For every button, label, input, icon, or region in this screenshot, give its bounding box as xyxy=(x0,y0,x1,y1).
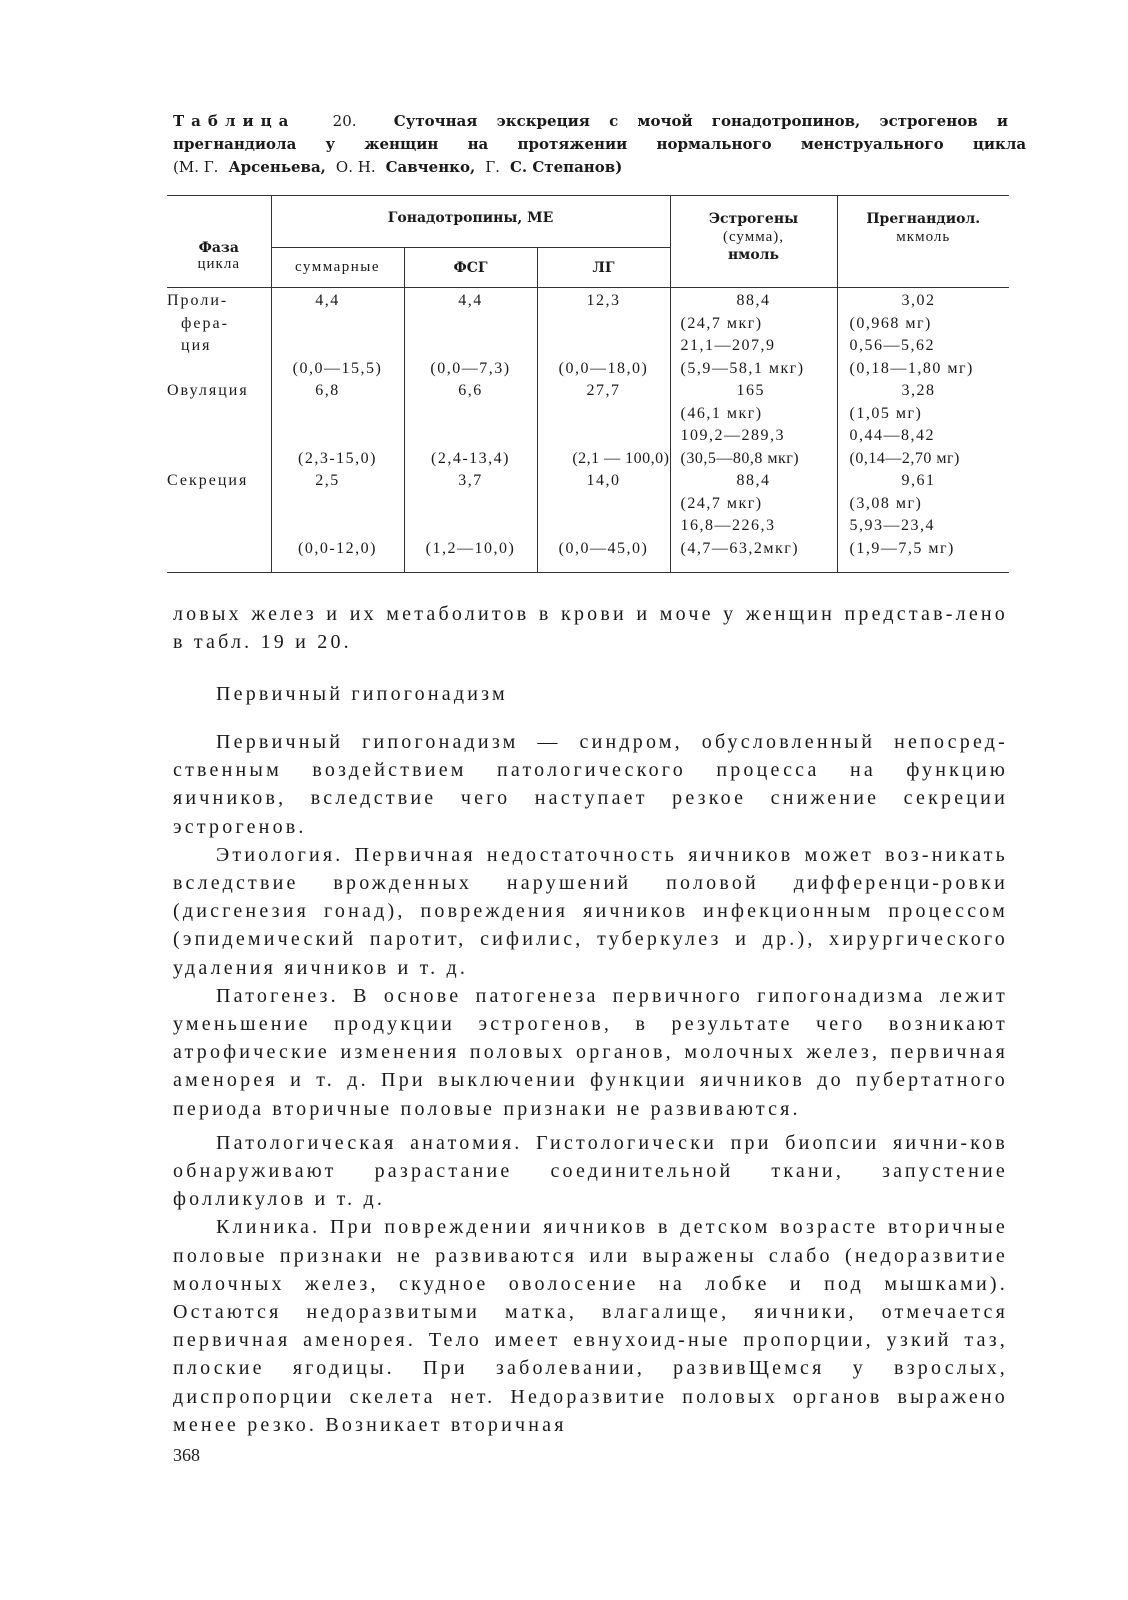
phase-cell xyxy=(167,470,271,573)
range-mass: (5,9—58,1 мкг) xyxy=(680,359,805,377)
caption-line-1 xyxy=(173,110,1008,133)
phase-cell xyxy=(167,288,271,381)
phase-line: ция xyxy=(181,337,212,354)
range: (1,2—10,0) xyxy=(425,539,516,557)
caption-initials-3: Г. xyxy=(485,158,500,176)
intro-text: ловых желез и их метаболитов в крови и моче у женщин представ-лено в табл. 19 и 20. xyxy=(173,603,1008,654)
value: 3,28 xyxy=(901,382,936,399)
section-heading: Первичный гипогонадизм xyxy=(216,683,508,705)
value-mass: (46,1 мкг) xyxy=(680,404,763,422)
range: 5,93—23,4 xyxy=(849,517,935,534)
value: 88,4 xyxy=(736,292,771,309)
value: 6,8 xyxy=(315,382,340,399)
range: 16,8—226,3 xyxy=(680,517,776,534)
range: (0,0—15,5) xyxy=(292,359,383,377)
caption-initials-2: О. Н. xyxy=(335,158,376,176)
value: 27,7 xyxy=(586,382,621,399)
lh-header: ЛГ xyxy=(537,248,670,288)
value: 2,5 xyxy=(315,472,340,489)
value: 4,4 xyxy=(458,292,483,309)
paragraph-pathology: Патологическая анатомия. Гистологически при биопсии яични-ков обнаруживают разрастание соединительной ткани, запустение фолликулов и т. д. xyxy=(173,1131,1008,1211)
caption-author-2: Савченко, xyxy=(385,158,476,176)
gonadotropins-header: Гонадотропины, МЕ xyxy=(271,196,670,248)
estrogens-header-line-2: (сумма), xyxy=(722,229,785,245)
range-mass: (4,7—63,2мкг) xyxy=(680,539,800,557)
phase-line: Секреция xyxy=(167,472,249,489)
page-number: 368 xyxy=(173,1445,200,1465)
value-mass: (24,7 мкг) xyxy=(680,494,763,512)
range: (0,0-12,0) xyxy=(298,539,377,557)
fsh-cell xyxy=(404,288,537,381)
paragraph-clinic: Клиника. При повреждении яичников в детском возрасте вторичные половые признаки не развиваются или выражены слабо (недоразвитие молочных желез, скудное оволосение на лобке и под мышками). Остаются недоразвитыми матка, влагалище, яичники, отмечается первичная аменорея. Тело имеет евнухоид-ные пропорции, узкий таз, плоские ягодицы. При заболевании, развивЩемся у взрослых, диспропорции скелета нет. Недоразвитие половых органов выражено менее резко. Возникает вторичная xyxy=(173,1216,1008,1436)
caption-label: Таблица xyxy=(173,112,296,130)
value: 12,3 xyxy=(586,292,621,309)
range: (2,1 — 100,0) xyxy=(572,449,670,467)
caption-title-start: Суточная экскреция с мочой гонадотропинов, эстрогенов и xyxy=(393,112,1008,130)
estrogens-cell xyxy=(670,380,837,470)
value: 88,4 xyxy=(736,472,771,489)
fsh-cell xyxy=(404,380,537,470)
range-mass: (30,5—80,8 мкг) xyxy=(680,449,800,467)
caption-line-3 xyxy=(173,156,1008,179)
intro-paragraph xyxy=(173,600,1008,656)
caption-author-1: Арсеньева, xyxy=(228,158,326,176)
table-row xyxy=(167,380,1009,470)
estrogens-header-line-1: Эстрогены xyxy=(708,211,799,227)
range-mass: (0,14—2,70 мг) xyxy=(849,449,960,467)
pregnanediol-cell xyxy=(837,380,1009,470)
section-heading-block xyxy=(173,680,1008,708)
value: 3,7 xyxy=(458,472,483,489)
pregnanediol-header-line-1: Прегнандиол. xyxy=(866,211,981,227)
estrogens-cell xyxy=(670,470,837,573)
range: (0,0—45,0) xyxy=(558,539,649,557)
range: (0,0—18,0) xyxy=(558,359,649,377)
lh-cell xyxy=(537,470,670,573)
estrogens-cell xyxy=(670,288,837,381)
estrogens-header-line-3: нмоль xyxy=(727,247,780,263)
caption-title-cont: прегнандиола у женщин на протяжении нормального менструального цикла xyxy=(173,135,1027,153)
table-caption xyxy=(173,110,1027,179)
table-row xyxy=(167,470,1009,573)
total-cell xyxy=(271,380,404,470)
table-row xyxy=(167,288,1009,381)
pregnanediol-header-line-2: мкмоль xyxy=(896,229,951,245)
value: 6,6 xyxy=(458,382,483,399)
paragraph-definition: Первичный гипогонадизм — синдром, обусловленный непосред-ственным воздействием патологического процесса на функцию яичников, вследствие чего наступает резкое снижение секреции эстрогенов. xyxy=(173,731,1008,838)
value: 3,02 xyxy=(901,292,936,309)
pregnanediol-cell xyxy=(837,470,1009,573)
phase-header-line-2: цикла xyxy=(197,256,240,272)
total-header: суммарные xyxy=(271,248,404,288)
pregnanediol-cell xyxy=(837,288,1009,381)
lh-cell xyxy=(537,380,670,470)
value-mass: (3,08 мг) xyxy=(849,494,923,512)
total-cell xyxy=(271,288,404,381)
fsh-header: ФСГ xyxy=(404,248,537,288)
caption-author-3: С. Степанов) xyxy=(509,158,623,176)
pregnanediol-header xyxy=(837,196,1009,288)
range: (2,3-15,0) xyxy=(298,449,377,467)
fsh-cell xyxy=(404,470,537,573)
value: 165 xyxy=(736,382,765,399)
value-mass: (0,968 мг) xyxy=(849,314,932,332)
phase-header xyxy=(167,196,271,288)
phase-line: Проли- xyxy=(167,292,229,309)
range-mass: (1,9—7,5 мг) xyxy=(849,539,955,557)
phase-header-line-1: Фаза xyxy=(198,240,239,256)
phase-cell xyxy=(167,380,271,470)
caption-authors-open: (М. Г. xyxy=(173,158,219,176)
phase-line: Овуляция xyxy=(167,382,249,399)
range: 21,1—207,9 xyxy=(680,337,776,354)
caption-line-2 xyxy=(173,133,1027,156)
range: 109,2—289,3 xyxy=(680,427,785,444)
phase-line: фера- xyxy=(181,314,229,332)
range: (2,4-13,4) xyxy=(431,449,510,467)
main-text xyxy=(173,728,1008,1439)
value-mass: (24,7 мкг) xyxy=(680,314,763,332)
hormone-table xyxy=(167,195,1009,573)
paragraph-pathogenesis: Патогенез. В основе патогенеза первичного гипогонадизма лежит уменьшение продукции эстрогенов, в результате чего возникают атрофические изменения половых органов, молочных желез, первичная аменорея и т. д. При выключении функции яичников до пубертатного периода вторичные половые признаки не развиваются. xyxy=(173,984,1008,1120)
lh-cell xyxy=(537,288,670,381)
range: 0,44—8,42 xyxy=(849,427,935,444)
range-mass: (0,18—1,80 мг) xyxy=(849,359,974,377)
caption-number: 20. xyxy=(332,112,357,130)
value: 4,4 xyxy=(315,292,340,309)
value: 9,61 xyxy=(901,472,936,489)
value-mass: (1,05 мг) xyxy=(849,404,923,422)
paragraph-etiology: Этиология. Первичная недостаточность яичников может воз-никать вследствие врожденных нарушений половой дифференци-ровки (дисгенезия гонад), повреждения яичников инфекционным процессом (эпидемический паротит, сифилис, туберкулез и др.), хирургического удаления яичников и т. д. xyxy=(173,843,1008,979)
range: 0,56—5,62 xyxy=(849,337,935,354)
range: (0,0—7,3) xyxy=(430,359,511,377)
value: 14,0 xyxy=(586,472,621,489)
estrogens-header xyxy=(670,196,837,288)
total-cell xyxy=(271,470,404,573)
